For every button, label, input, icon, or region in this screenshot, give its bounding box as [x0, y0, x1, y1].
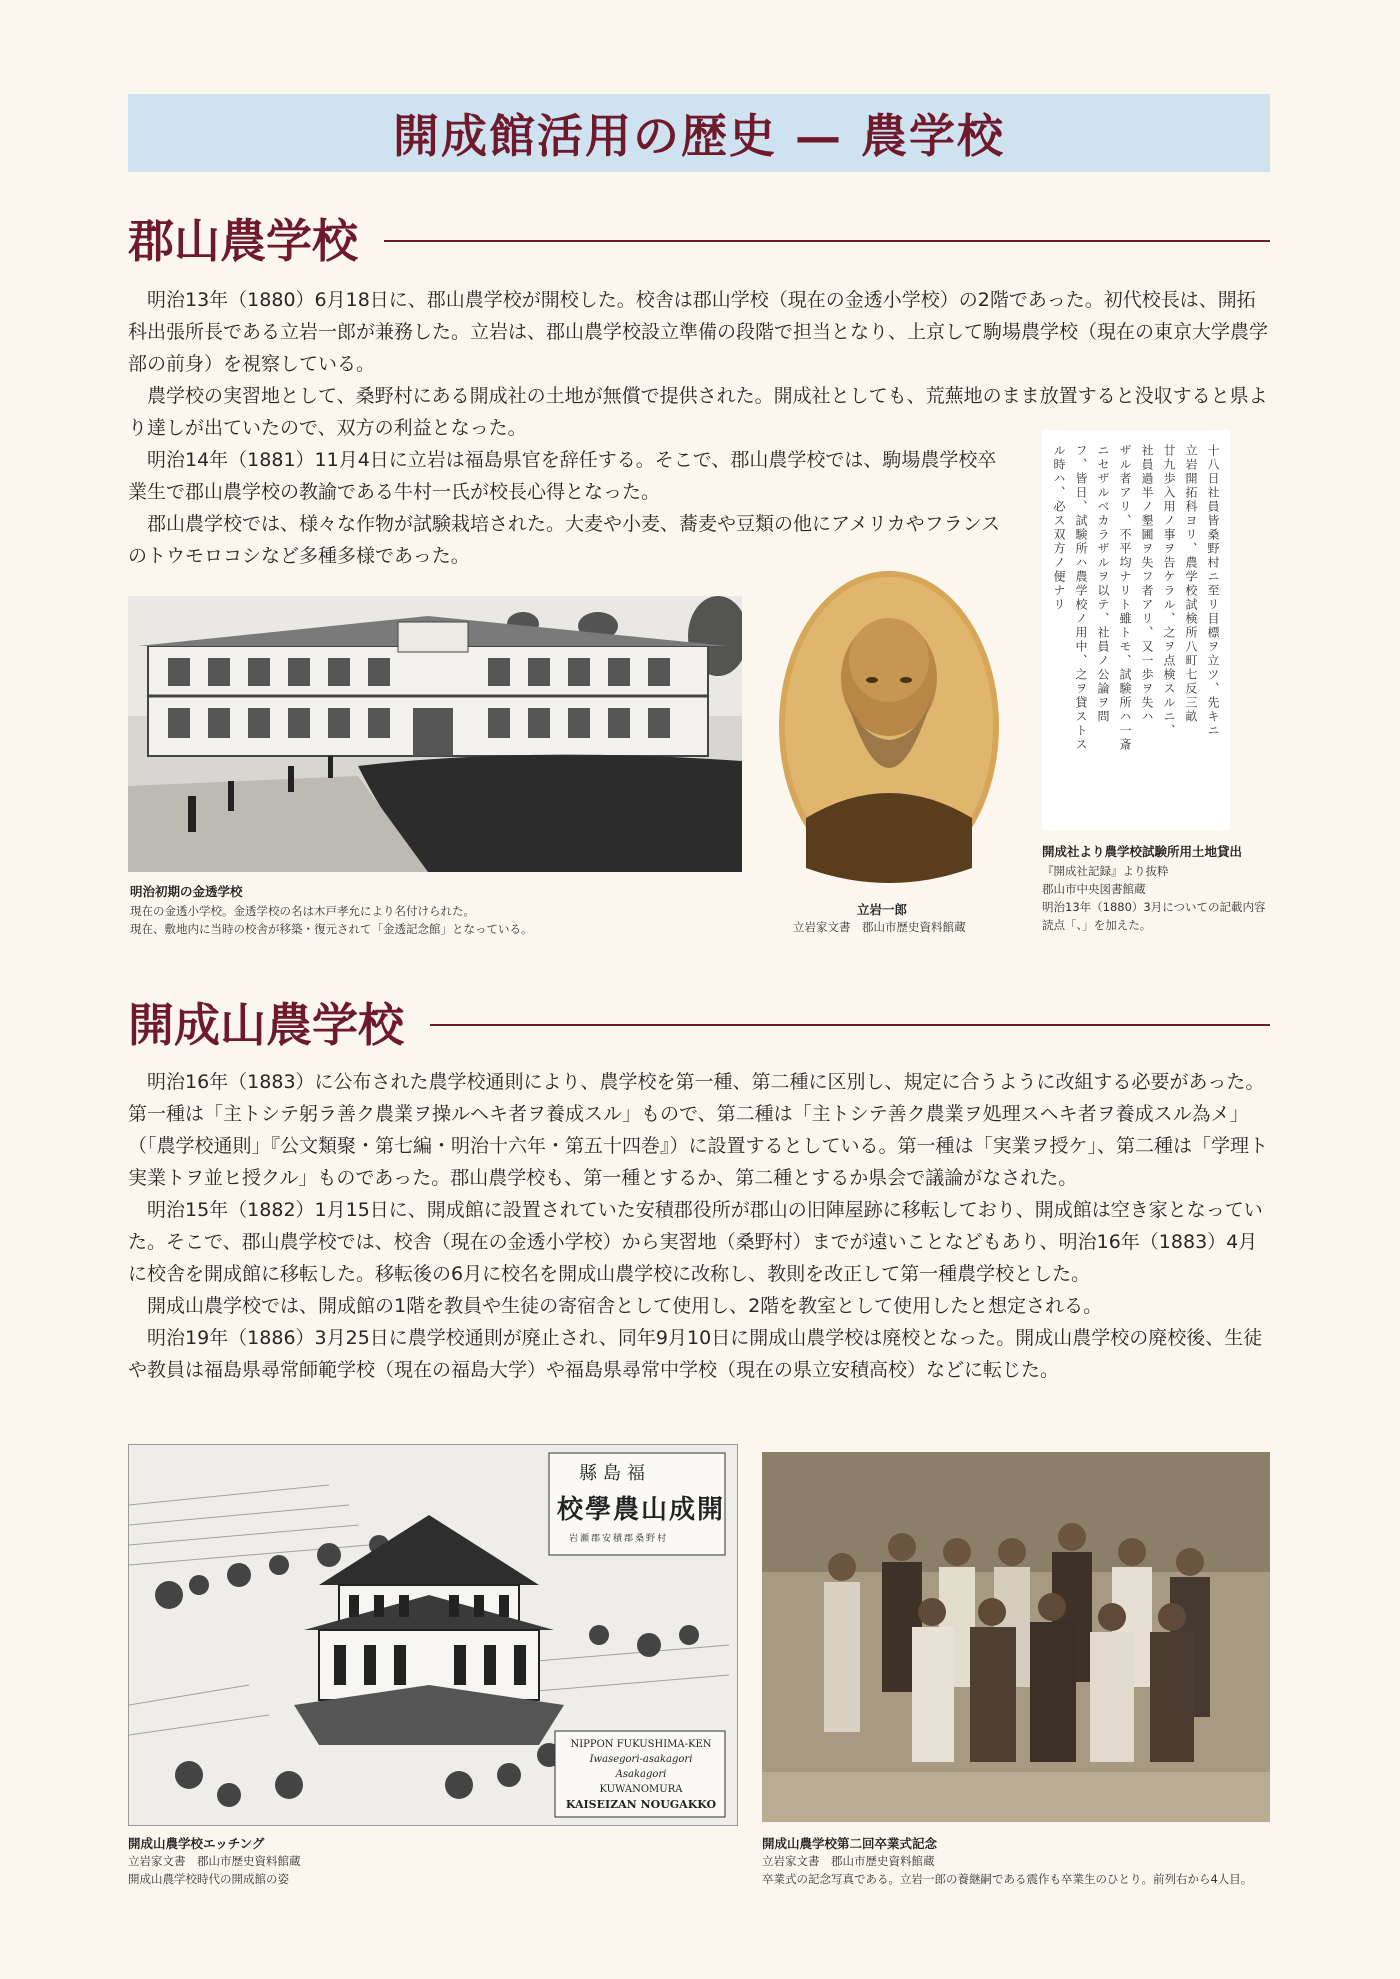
section-title: 開成山農学校	[128, 998, 404, 1052]
etching-en-line: KAISEIZAN NOUGAKKO	[565, 1798, 717, 1811]
etching-en-line: NIPPON FUKUSHIMA-KEN	[570, 1739, 712, 1750]
document-column: 十八日社員皆桑野村ニ至リ目標ヲ立ツ、先キニ	[1206, 444, 1220, 738]
section-title: 郡山農学校	[128, 214, 358, 268]
document-column: ル時ハ、必ス双方ノ便ナリ	[1052, 444, 1066, 612]
section-rule	[430, 1024, 1270, 1026]
section2-text	[128, 1066, 1270, 1386]
document-column: ニセザルベカラザルヲ以テ、社員ノ公論ヲ問	[1096, 444, 1110, 724]
document-column: 廿九歩入用ノ事ヲ告ケラル、之ヲ点検スルニ、	[1162, 444, 1176, 738]
etching-caption-line: 開成山農学校時代の開成館の姿	[128, 1872, 289, 1886]
etching-small: 岩瀬郡安積郡桑野村	[569, 1534, 669, 1544]
etching-english	[565, 1737, 717, 1812]
paragraph: 開成山農学校では、開成館の1階を教員や生徒の寄宿舎として使用し、2階を教室として使用したと想定される。	[147, 1295, 1103, 1317]
portrait-caption-line: 立岩家文書 郡山市歴史資料館蔵	[793, 920, 966, 934]
document-column: 立岩開拓科ヨリ、農学校試検所八町七反三畝	[1184, 444, 1198, 724]
document-column: ザル者アリ、不平均ナリト雖トモ、試験所ハ一斎	[1118, 444, 1132, 752]
kinto-school-image	[128, 596, 742, 872]
section-heading-kaiseizan	[128, 992, 1270, 1052]
graduation-caption-line: 卒業式の記念写真である。立岩一郎の養継嗣である震作も卒業生のひとり。前列右から4人目。	[762, 1872, 1253, 1886]
paragraph: 明治14年（1881）11月4日に立岩は福島県官を辞任する。そこで、郡山農学校では、駒場農学校卒業生で郡山農学校の教諭である牛村一氏が校長心得となった。	[128, 449, 997, 503]
etching-en-line: KUWANOMURA	[599, 1784, 683, 1795]
kaiseisha-record-document	[1042, 430, 1230, 830]
tateiwa-portrait	[776, 568, 1002, 884]
document-caption-line: 『開成社記録』より抜粋	[1042, 864, 1169, 878]
kaiseizan-etching	[128, 1444, 738, 1826]
paragraph: 明治13年（1880）6月18日に、郡山農学校が開校した。校舎は郡山学校（現在の金透小学校）の2階であった。初代校長は、開拓科出張所長である立岩一郎が兼務した。立岩は、郡山農学校設立準備の段階で担当となり、上京して駒場農学校（現在の東京大学農学部の前身）を視察している。	[128, 289, 1269, 375]
photo-caption-title: 明治初期の金透学校	[130, 884, 243, 899]
graduation-image	[762, 1452, 1270, 1822]
section1-intro-text	[128, 284, 1270, 444]
paragraph: 農学校の実習地として、桑野村にある開成社の土地が無償で提供された。開成社としても、荒蕪地のまま放置すると没収すると県より達しが出ていたので、双方の利益となった。	[128, 385, 1268, 439]
section1-side-text	[128, 444, 1008, 572]
kinto-school-photo	[128, 596, 742, 872]
document-caption-line: 明治13年（1880）3月についての記載内容	[1042, 900, 1266, 914]
page-banner	[128, 94, 1270, 172]
etching-en-line: Iwasegori-asakagori	[589, 1754, 693, 1765]
etching-caption-line: 立岩家文書 郡山市歴史資料館蔵	[128, 1854, 301, 1868]
document-caption-line: 郡山市中央図書館蔵	[1042, 882, 1146, 896]
graduation-caption-title: 開成山農学校第二回卒業式記念	[762, 1836, 938, 1851]
paragraph: 明治15年（1882）1月15日に、開成館に設置されていた安積郡役所が郡山の旧陣屋跡に移転しており、開成館は空き家となっていた。そこで、郡山農学校では、校舎（現在の金透小学校）から実習地（桑野村）までが遠いことなどもあり、明治16年（1883）4月に校舎を開成館に移転した。移転後の6月に校名を開成山農学校に改称し、教則を改正して第一種農学校とした。	[128, 1199, 1263, 1285]
section-heading-koriyama	[128, 208, 1270, 268]
etching-caption-title: 開成山農学校エッチング	[128, 1836, 265, 1851]
portrait-caption-title: 立岩一郎	[857, 902, 908, 917]
etching-header: 福島縣	[579, 1463, 651, 1484]
etching-en-line: Asakagori	[615, 1769, 667, 1780]
etching-title: 開成山農學校	[557, 1495, 726, 1525]
document-caption-line: 読点「、」を加えた。	[1042, 918, 1152, 932]
photo-caption-line: 現在、敷地内に当時の校舎が移築・復元されて「金透記念館」となっている。	[130, 922, 533, 936]
photo-caption-line: 現在の金透小学校。金透学校の名は木戸孝允により名付けられた。	[130, 904, 475, 918]
graduation-photo	[762, 1452, 1270, 1822]
page-title: 開成館活用の歴史 — 農学校	[392, 109, 1006, 163]
portrait-image	[776, 568, 1002, 884]
paragraph: 明治19年（1886）3月25日に農学校通則が廃止され、同年9月10日に開成山農学校は廃校となった。開成山農学校の廃校後、生徒や教員は福島県尋常師範学校（現在の福島大学）や福島県尋常中学校（現在の県立安積高校）などに転じた。	[128, 1327, 1263, 1381]
paragraph: 郡山農学校では、様々な作物が試験栽培された。大麦や小麦、蕎麦や豆類の他にアメリカやフランスのトウモロコシなど多種多様であった。	[128, 513, 1001, 567]
document-column: 社員過半ノ墾圃ヲ失フ者アリ、又一歩ヲ失ハ	[1140, 444, 1154, 724]
document-column: フ、皆日、試験所ハ農学校ノ用中、之ヲ貸ストス	[1074, 444, 1088, 752]
graduation-caption-line: 立岩家文書 郡山市歴史資料館蔵	[762, 1854, 935, 1868]
document-caption-title: 開成社より農学校試験所用土地貸出	[1042, 844, 1243, 859]
paragraph: 明治16年（1883）に公布された農学校通則により、農学校を第一種、第二種に区別し、規定に合うように改組する必要があった。第一種は「主トシテ躬ラ善ク農業ヲ操ルヘキ者ヲ養成スル」もので、第二種は「主トシテ善ク農業ヲ処理スヘキ者ヲ養成スル為メ」（「農学校通則」『公文類聚・第七編・明治十六年・第五十四巻』）に設置するとしている。第一種は「実業ヲ授ケ」、第二種は「学理ト実業トヲ並ヒ授クル」ものであった。郡山農学校も、第一種とするか、第二種とするか県会で議論がなされた。	[128, 1071, 1269, 1189]
section-rule	[384, 240, 1270, 242]
